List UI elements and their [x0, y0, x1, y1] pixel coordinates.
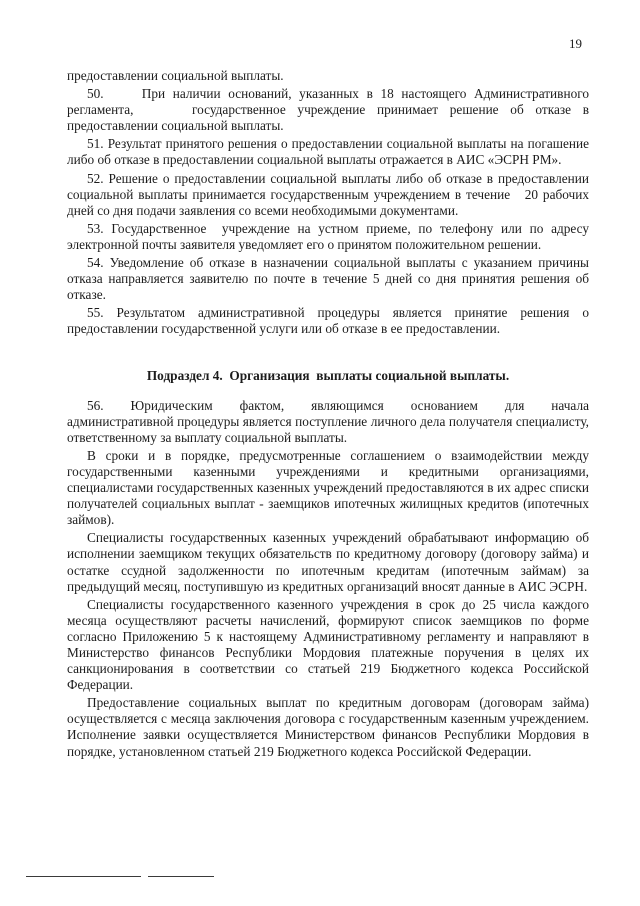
- paragraph-56: 56. Юридическим фактом, являющимся основанием для начала административной процедуры является поступление личного дела получателя специалисту, ответственному за выплату социальной выплаты.: [67, 397, 589, 445]
- footer-rule: [26, 876, 216, 880]
- paragraph-payments-provision: Предоставление социальных выплат по кредитным договорам (договорам займа) осуществляется с месяца заключения договора с государственным казенным учреждением. Исполнение заявки осуществляется Министерством финансов Республики Мордовия в порядке, установленном статьей 219 Бюджетного кодекса Российской Федерации.: [67, 695, 589, 759]
- paragraph-continuation: предоставлении социальной выплаты.: [67, 68, 284, 83]
- paragraph-specialists-processing: Специалисты государственных казенных учреждений обрабатывают информацию об исполнении заемщиком текущих обязательств по кредитному договору (договору займа) и остатке ссудной задолженности по ипотечным кредитам (ипотечным займам) за предыдущий месяц, поступившую из кредитных организаций вносят данные в АИС ЭСРН.: [67, 530, 589, 594]
- paragraph-54: 54. Уведомление об отказе в назначении социальной выплаты с указанием причины отказа направляется заявителю по почте в течение 5 дней со дня принятия решения об отказе.: [67, 255, 589, 303]
- paragraph-52: 52. Решение о предоставлении социальной выплаты либо об отказе в предоставлении социальной выплаты принимается государственным учреждением в течение 20 рабочих дней со дня подачи заявления со всеми необходимыми документами.: [67, 170, 589, 218]
- paragraph-51: 51. Результат принятого решения о предоставлении социальной выплаты на погашение либо об отказе в предоставлении социальной выплаты отражается в АИС «ЭСРН РМ».: [67, 136, 589, 168]
- footer-line-right: [148, 876, 214, 877]
- paragraph-50: 50. При наличии оснований, указанных в 18 настоящего Административного регламента, государственное учреждение принимает решение об отказе в предоставлении социальной выплаты.: [67, 86, 589, 134]
- paragraph-53: 53. Государственное учреждение на устном приеме, по телефону или по адресу электронной почты заявителя уведомляет его о принятом положительном решении.: [67, 220, 589, 252]
- footer-line-left: [26, 876, 141, 877]
- subsection-heading: Подраздел 4. Организация выплаты социальной выплаты.: [146, 367, 510, 383]
- paragraph-specialists-calculation: Специалисты государственного казенного учреждения в срок до 25 числа каждого месяца осуществляют расчеты начислений, формируют список заемщиков по форме согласно Приложению 5 к настоящему Административному регламенту и направляют в Министерство финансов Республики Мордовия платежные поручения в целях их санкционирования в соответствии со статьей 219 Бюджетного кодекса Российской Федерации.: [67, 596, 589, 693]
- page-number: 19: [569, 36, 582, 51]
- paragraph-deadlines: В сроки и в порядке, предусмотренные соглашением о взаимодействии между государственными казенными учреждениями и кредитными организациями, специалистами государственных казенных учреждений предоставляются в их адрес списки получателей социальных выплат - заемщиков ипотечных жилищных кредитов (ипотечных займов).: [67, 447, 589, 528]
- paragraph-55: 55. Результатом административной процедуры является принятие решения о предоставлении государственной услуги или об отказе в ее предоставлении.: [67, 305, 589, 337]
- document-body: [67, 68, 589, 762]
